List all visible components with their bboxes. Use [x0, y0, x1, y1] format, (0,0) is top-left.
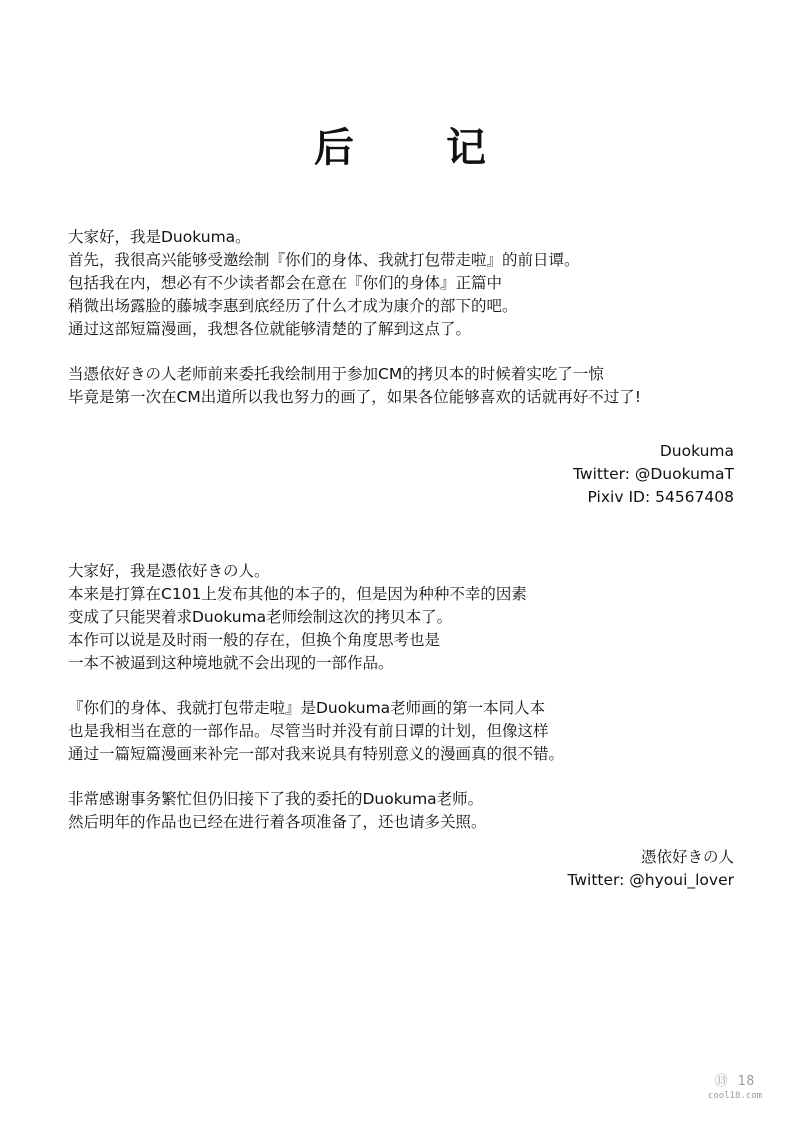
text-line: 本来是打算在C101上发布其他的本子的，但是因为种种不幸的因素 [68, 585, 527, 603]
signature-name: Duokuma [659, 442, 734, 460]
text-line: 然后明年的作品也已经在进行着各项准备了，还也请多关照。 [68, 813, 487, 831]
signature-twitter: Twitter: @DuokumaT [573, 465, 734, 483]
text-line: 『你们的身体、我就打包带走啦』是Duokuma老师画的第一本同人本 [68, 699, 546, 717]
signature-duokuma [573, 440, 734, 509]
text-line: 本作可以说是及时雨一般的存在，但换个角度思考也是 [68, 631, 441, 649]
watermark-page-mark: ⑬ 18 [714, 1074, 756, 1089]
watermark-site: cool18.com [707, 1091, 763, 1101]
text-line: 当憑依好きの人老师前来委托我绘制用于参加CM的拷贝本的时候着实吃了一惊 [68, 365, 604, 383]
text-line: 变成了只能哭着求Duokuma老师绘制这次的拷贝本了。 [68, 608, 453, 626]
text-line: 大家好，我是憑依好きの人。 [68, 562, 270, 580]
site-watermark [700, 1074, 770, 1108]
text-line: 稍微出场露脸的藤城李惠到底经历了什么才成为康介的部下的吧。 [68, 297, 518, 315]
text-line: 通过这部短篇漫画，我想各位就能够清楚的了解到这点了。 [68, 320, 472, 338]
signature-hyoui [567, 846, 734, 892]
signature-name: 憑依好きの人 [640, 848, 734, 866]
signature-twitter: Twitter: @hyoui_lover [567, 871, 734, 889]
afterword-section-duokuma [68, 226, 748, 409]
text-line: 包括我在内，想必有不少读者都会在意在『你们的身体』正篇中 [68, 274, 503, 292]
signature-pixiv: Pixiv ID: 54567408 [587, 488, 734, 506]
text-line: 非常感谢事务繁忙但仍旧接下了我的委托的Duokuma老师。 [68, 790, 484, 808]
text-line: 首先，我很高兴能够受邀绘制『你们的身体、我就打包带走啦』的前日谭。 [68, 251, 580, 269]
text-line: 也是我相当在意的一部作品。尽管当时并没有前日谭的计划，但像这样 [68, 722, 549, 740]
text-line: 一本不被逼到这种境地就不会出现的一部作品。 [68, 654, 394, 672]
afterword-section-hyoui [68, 560, 748, 834]
text-line: 毕竟是第一次在CM出道所以我也努力的画了，如果各位能够喜欢的话就再好不过了! [68, 388, 641, 406]
text-line: 通过一篇短篇漫画来补完一部对我来说具有特别意义的漫画真的很不错。 [68, 745, 565, 763]
text-line: 大家好，我是Duokuma。 [68, 228, 251, 246]
page-title: 后 记 [314, 125, 512, 171]
